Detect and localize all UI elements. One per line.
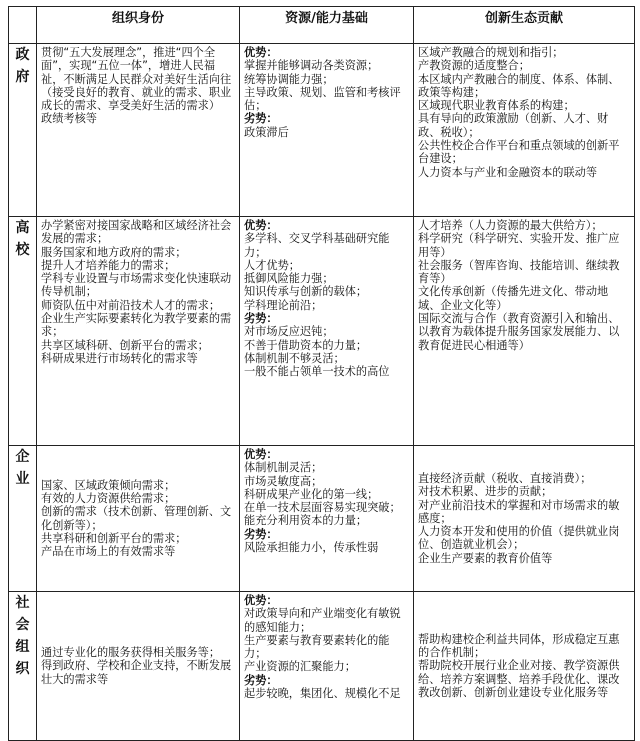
identity-cell bbox=[37, 217, 240, 446]
identity-line: 国家、区域政策倾向需求； bbox=[41, 478, 176, 492]
resource-line: 学科理论前沿； bbox=[244, 298, 323, 312]
contribution-line: 具有导向的政策激励（创新、人才、财政、税收）； bbox=[418, 112, 609, 139]
contribution-line: 产教资源的适度整合； bbox=[418, 59, 530, 73]
resource-line: 掌握并能够调动各类资源； bbox=[244, 59, 379, 73]
identity-line: 企业生产实际要素转化为教学要素的需求； bbox=[41, 312, 232, 339]
identity-line: 产品在市场上的有效需求等 bbox=[41, 545, 176, 559]
identity-line: 得到政府、学校和企业支持，不断发展壮大的需求等 bbox=[41, 659, 232, 686]
contribution-line: 人才培养（人力资源的最大供给方）； bbox=[418, 219, 603, 232]
identity-cell bbox=[37, 446, 240, 592]
resource-section-heading: 劣势： bbox=[244, 527, 278, 541]
row-enterprise bbox=[9, 446, 635, 592]
resource-section-heading: 劣势： bbox=[244, 112, 278, 126]
resource-section-heading: 优势： bbox=[244, 448, 278, 461]
resource-line: 产业资源的汇聚能力； bbox=[244, 660, 356, 674]
contribution-line: 对技术积累、进步的贡献； bbox=[418, 485, 553, 499]
contribution-line: 直接经济贡献（税收、直接消费）； bbox=[418, 471, 592, 485]
identity-line: 有效的人力资源供给需求； bbox=[41, 491, 176, 505]
resource-line: 体制机制灵活； bbox=[244, 461, 323, 475]
resource-section-heading: 优势： bbox=[244, 46, 278, 59]
resource-line: 多学科、交叉学科基础研究能力； bbox=[244, 232, 390, 259]
header-row bbox=[9, 7, 635, 44]
row-label-text: 政府 bbox=[15, 47, 30, 85]
resource-line: 起步较晚，集团化、规模化不足 bbox=[244, 687, 401, 701]
contribution-line: 对产业前沿技术的掌握和对市场需求的敏感度； bbox=[418, 498, 620, 525]
row-university bbox=[9, 217, 635, 446]
contribution-line: 文化传承创新（传播先进文化、带动地域、企业文化等） bbox=[418, 285, 609, 312]
contribution-cell bbox=[414, 44, 635, 217]
identity-line: 服务国家和地方政府的需求； bbox=[41, 245, 187, 259]
identity-line: 通过专业化的服务获得相关服务等； bbox=[41, 646, 221, 660]
resource-line: 主导政策、规划、监管和考核评估； bbox=[244, 85, 401, 113]
identity-line: 共享区域科研、创新平台的需求； bbox=[41, 338, 209, 352]
resource-cell bbox=[240, 217, 414, 446]
resource-line: 统筹协调能力强； bbox=[244, 72, 334, 86]
row-label bbox=[9, 44, 37, 217]
identity-line: 办学紧密对接国家战略和区域经济社会发展的需求； bbox=[41, 219, 232, 246]
contribution-line: 本区域内产教融合的制度、体系、体制、政策等构建； bbox=[418, 72, 620, 99]
row-label bbox=[9, 446, 37, 592]
resource-cell bbox=[240, 44, 414, 217]
resource-line: 风险承担能力小，传承性弱 bbox=[244, 541, 379, 555]
resource-line: 体制机制不够灵活； bbox=[244, 351, 345, 365]
contribution-line: 人力资本与产业和金融资本的联动等 bbox=[418, 165, 598, 179]
contribution-line: 帮助院校开展行业企业对接、教学资源供给、培养方案调整、培养手段优化、课改教改创新、创新创业建设专业化服务等 bbox=[418, 659, 620, 699]
resource-line: 市场灵敏度高； bbox=[244, 474, 323, 488]
contribution-line: 科学研究（科学研究、实验开发、推广应用等） bbox=[418, 232, 620, 259]
contribution-line: 国际交流与合作（教育资源引入和输出、以教育为载体提升服务国家发展能力、以教育促进民心相通等） bbox=[418, 312, 620, 352]
identity-line: 贯彻“五大发展理念”，推进“四个全面”，实现“五位一体”，增进人民福祉，不断满足人民群众对美好生活向往（接受良好的教育、就业的需求、职业成长的需求、享受美好生活的需求） bbox=[41, 46, 232, 113]
contribution-line: 公共性校企合作平台和重点领域的创新平台建设； bbox=[418, 139, 620, 166]
identity-cell bbox=[37, 44, 240, 217]
resource-line: 抵御风险能力强； bbox=[244, 272, 334, 286]
contribution-line: 社会服务（智库咨询、技能培训、继续教育等） bbox=[418, 258, 620, 286]
resource-cell bbox=[240, 446, 414, 592]
contribution-line: 帮助构建校企利益共同体，形成稳定互惠的合作机制； bbox=[418, 632, 620, 660]
identity-line: 科研成果进行市场转化的需求等 bbox=[41, 351, 198, 365]
resource-section-heading: 劣势： bbox=[244, 673, 278, 687]
identity-line: 提升人才培养能力的需求； bbox=[41, 258, 176, 272]
resource-line: 对政策导向和产业端变化有敏锐的感知能力； bbox=[244, 607, 401, 634]
resource-line: 人才优势； bbox=[244, 258, 300, 272]
row-label bbox=[9, 592, 37, 741]
comparison-table-container bbox=[8, 6, 635, 741]
comparison-table bbox=[8, 6, 635, 741]
identity-line: 师资队伍中对前沿技术人才的需求； bbox=[41, 298, 221, 312]
row-government bbox=[9, 44, 635, 217]
identity-line: 学科专业设置与市场需求变化快速联动传导机制； bbox=[41, 272, 232, 299]
identity-cell bbox=[37, 592, 240, 741]
resource-line: 对市场反应迟钝； bbox=[244, 325, 334, 339]
contribution-line: 人力资本开发和使用的价值（提供就业岗位、创造就业机会）； bbox=[418, 525, 620, 552]
row-label bbox=[9, 217, 37, 446]
row-social-organization bbox=[9, 592, 635, 741]
resource-section-heading: 优势： bbox=[244, 219, 278, 232]
contribution-line: 区域产教融合的规划和指引； bbox=[418, 46, 564, 59]
header-contribution: 创新生态贡献 bbox=[414, 7, 635, 44]
resource-cell bbox=[240, 592, 414, 741]
row-label-text: 高校 bbox=[15, 220, 30, 258]
resource-line: 在单一技术层面容易实现突破； bbox=[244, 501, 401, 515]
resource-section-heading: 劣势： bbox=[244, 312, 278, 326]
resource-line: 能充分利用资本的力量； bbox=[244, 514, 368, 528]
identity-line: 创新的需求（技术创新、管理创新、文化创新等）； bbox=[41, 505, 232, 532]
resource-line: 政策滞后 bbox=[244, 125, 289, 139]
row-label-text: 企业 bbox=[15, 449, 30, 487]
contribution-line: 企业生产要素的教育价值等 bbox=[418, 551, 553, 565]
resource-line: 不善于借助资本的力量； bbox=[244, 338, 368, 352]
row-label-text: 社会组织 bbox=[15, 595, 30, 677]
identity-line: 政绩考核等 bbox=[41, 112, 97, 126]
header-corner bbox=[9, 7, 37, 44]
resource-section-heading: 优势： bbox=[244, 594, 278, 607]
contribution-cell bbox=[414, 446, 635, 592]
header-resource: 资源/能力基础 bbox=[240, 7, 414, 44]
resource-line: 生产要素与教育要素转化的能力； bbox=[244, 633, 390, 661]
identity-line: 共享科研和创新平台的需求； bbox=[41, 531, 187, 545]
contribution-line: 区域现代职业教育体系的构建； bbox=[418, 99, 575, 113]
header-identity: 组织身份 bbox=[37, 7, 240, 44]
resource-line: 知识传承与创新的载体； bbox=[244, 285, 368, 299]
contribution-cell bbox=[414, 217, 635, 446]
resource-line: 科研成果产业化的第一线； bbox=[244, 487, 379, 501]
resource-line: 一般不能占领单一技术的高位 bbox=[244, 365, 390, 379]
contribution-cell bbox=[414, 592, 635, 741]
